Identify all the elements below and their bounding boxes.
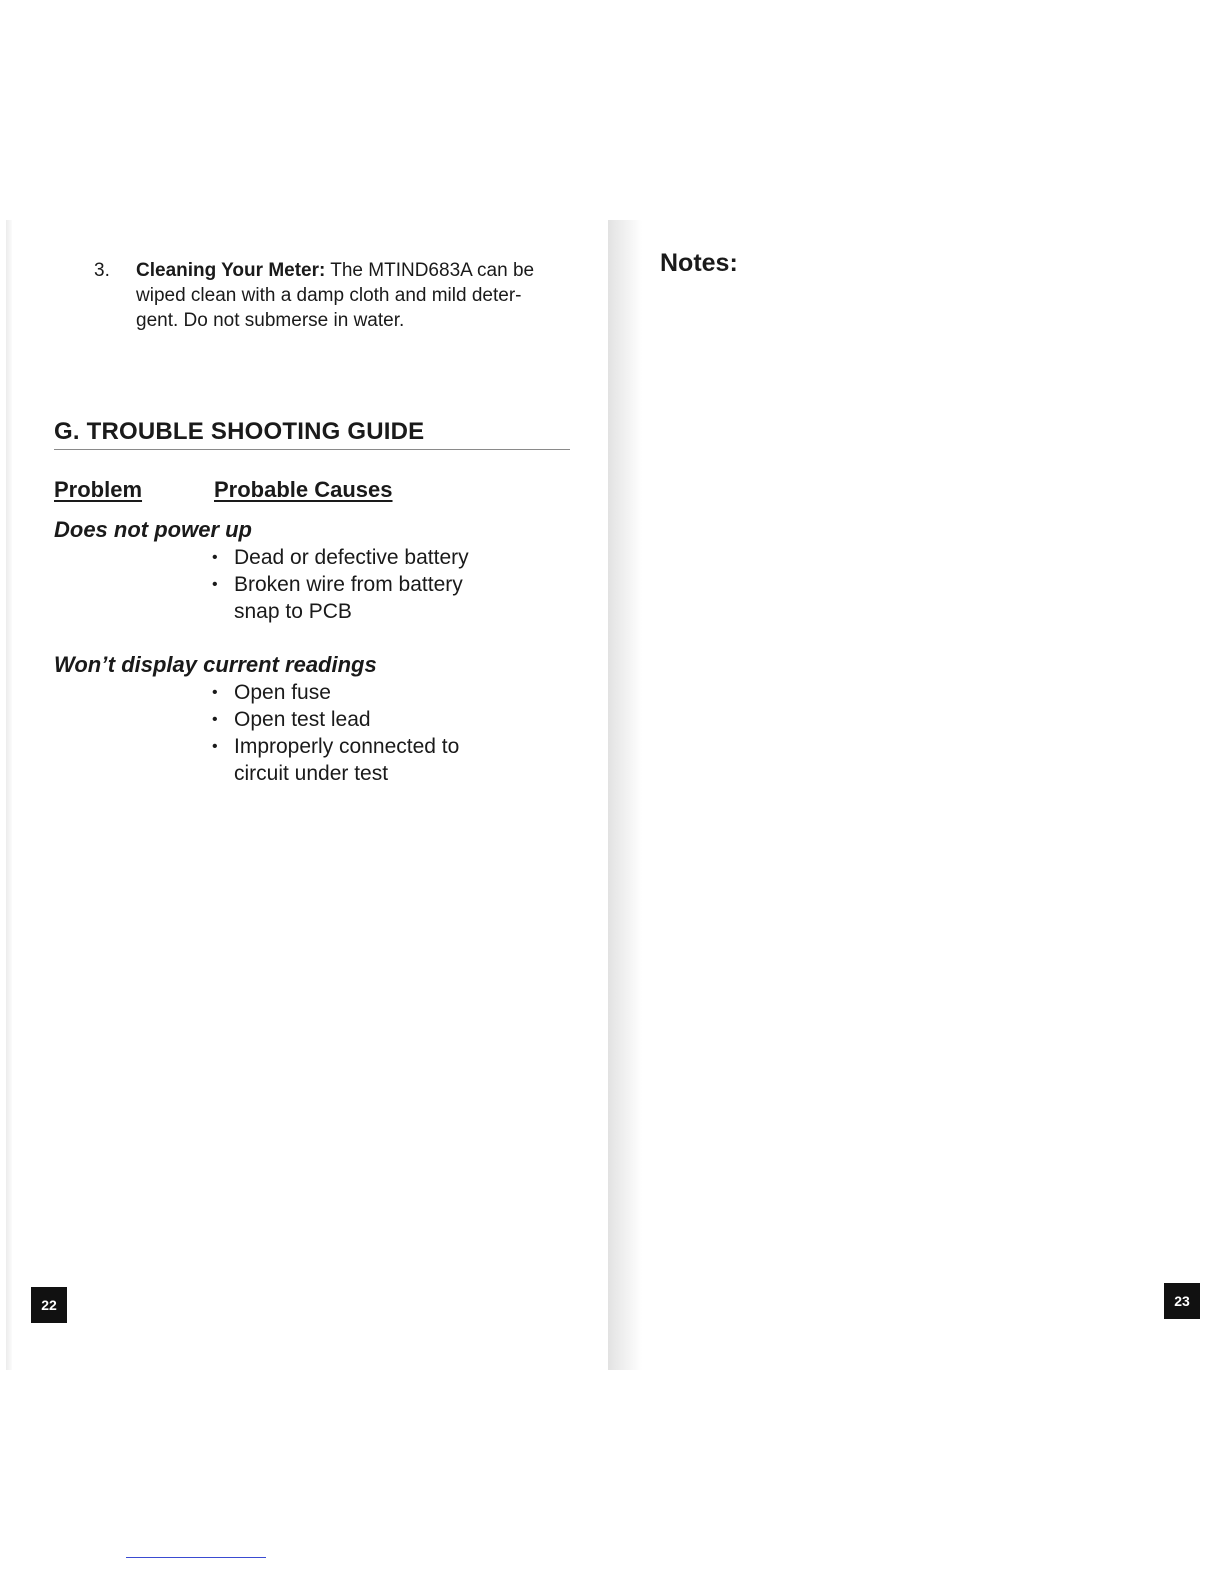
cause-item [212,679,534,706]
instruction-line-1-rest: The MTIND683A can be [325,260,535,281]
instruction-line-2: wiped clean with a damp cloth and mild deter- [136,285,522,306]
cause-line: Open fuse [234,681,331,704]
page-number-badge: 22 [31,1287,67,1323]
problem-title: Does not power up [54,517,252,542]
bullet-icon: • [212,684,218,701]
cause-line: Improperly connected to [234,735,460,758]
column-head-problem: Problem [54,477,143,502]
cause-line-continued: circuit under test [234,762,389,785]
cause-line-continued: snap to PCB [234,600,352,623]
link-underline [126,1557,266,1558]
book-gutter-shadow [608,220,642,1370]
cause-item [212,571,534,625]
cause-list [212,679,534,787]
bullet-icon: • [212,711,218,728]
column-head-causes: Probable Causes [214,477,393,502]
cause-item [212,733,534,787]
cause-line: Broken wire from battery [234,573,463,596]
instruction-lead: Cleaning Your Meter: [136,260,326,281]
item-number: 3. [94,260,110,281]
bullet-icon: • [212,549,218,566]
bullet-icon: • [212,738,218,755]
cleaning-instruction [94,258,584,333]
instruction-body [136,258,584,333]
cause-list [212,544,534,625]
cause-line: Open test lead [234,708,371,731]
bullet-icon: • [212,576,218,593]
page-edge-shadow [6,220,12,1370]
instruction-line-3: gent. Do not submerse in water. [136,310,405,331]
notes-title: Notes: [660,249,738,277]
problem-title: Won’t display current readings [54,652,377,677]
section-heading: G. TROUBLE SHOOTING GUIDE [54,418,570,450]
cause-line: Dead or defective battery [234,546,469,569]
cause-item [212,544,534,571]
instruction-line-1 [136,258,584,283]
page-number-badge: 23 [1164,1283,1200,1319]
cause-item [212,706,534,733]
